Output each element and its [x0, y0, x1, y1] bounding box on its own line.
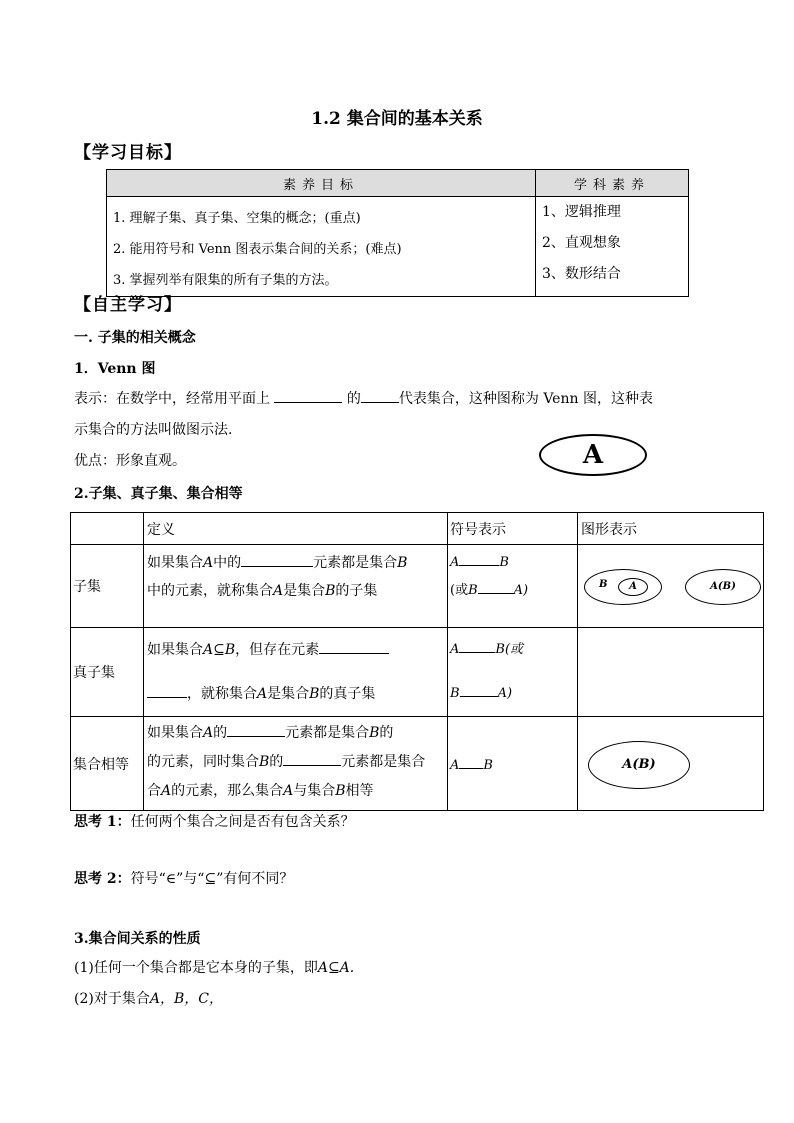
- fill-blank[interactable]: [459, 638, 495, 653]
- venn-outer-b: B A: [584, 569, 662, 605]
- row-figure-empty: [578, 628, 764, 717]
- prop2: (2)对于集合A，B，C，: [74, 991, 223, 1007]
- row-definition: 如果集合A的 元素都是集合B的 的元素，同时集合B的 元素都是集合 合A的元素，那么集合A与集合B相等: [144, 717, 448, 811]
- row-figure: [578, 545, 764, 628]
- literacy-item: 3、数形结合: [542, 266, 621, 282]
- row-symbol: A B(或 B A): [448, 628, 578, 717]
- literacy-header: 学科素养: [536, 170, 689, 197]
- header-symbol: 符号表示: [448, 513, 578, 545]
- fill-blank[interactable]: [478, 579, 514, 594]
- think2: 思考 2：符号“∈”与“⊆”有何不同？: [74, 871, 294, 887]
- venn-equal-ab: A(B): [588, 741, 690, 789]
- goal-item: 2. 能用符号和 Venn 图表示集合间的关系；(难点): [113, 242, 402, 257]
- think1: 思考 1：任何两个集合之间是否有包含关系？: [74, 814, 355, 830]
- venn-definition-cont: 示集合的方法叫做图示法.: [74, 422, 233, 438]
- venn-equal-ab: A(B): [685, 569, 761, 605]
- fill-blank[interactable]: [459, 551, 499, 566]
- row-name: 集合相等: [71, 717, 144, 811]
- row-symbol: A B: [448, 717, 578, 811]
- row-symbol: A B (或B A): [448, 545, 578, 628]
- section-self-heading: 【自主学习】: [74, 295, 182, 315]
- fill-blank[interactable]: [460, 682, 498, 697]
- page-title: 1.2 集合间的基本关系: [311, 109, 483, 129]
- fill-blank[interactable]: [361, 388, 399, 403]
- goal-item: 1. 理解子集、真子集、空集的概念；(重点): [113, 211, 361, 226]
- prop1: (1)任何一个集合都是它本身的子集，即A⊆A.: [74, 960, 355, 976]
- header-definition: 定义: [144, 513, 448, 545]
- sub2-title: 2.子集、真子集、集合相等: [74, 486, 243, 502]
- row-definition: 如果集合A⊆B，但存在元素 ，就称集合A是集合B的真子集: [144, 628, 448, 717]
- header-figure: 图形表示: [578, 513, 764, 545]
- part1-title: 一. 子集的相关概念: [74, 330, 196, 346]
- fill-blank[interactable]: [319, 639, 389, 654]
- venn-definition: 表示：在数学中，经常用平面上 的 代表集合，这种图称为 Venn 图，这种表: [74, 388, 734, 409]
- table-row: [71, 628, 764, 717]
- sub3-title: 3.集合间关系的性质: [74, 931, 201, 947]
- relations-table: [70, 512, 764, 811]
- fill-blank[interactable]: [241, 552, 313, 567]
- fill-blank[interactable]: [274, 388, 342, 403]
- section-goals-heading: 【学习目标】: [74, 143, 182, 163]
- venn-merit: 优点：形象直观。: [74, 453, 186, 469]
- table-row: [71, 717, 764, 811]
- row-name: 子集: [71, 545, 144, 628]
- table-row: [71, 545, 764, 628]
- fill-blank[interactable]: [227, 722, 285, 737]
- venn-inner-a: A: [618, 578, 648, 596]
- row-figure: [578, 717, 764, 811]
- venn-diagram-a: A: [539, 434, 647, 476]
- row-definition: 如果集合A中的 元素都是集合B 中的元素，就称集合A是集合B的子集: [144, 545, 448, 628]
- row-name: 真子集: [71, 628, 144, 717]
- fill-blank[interactable]: [459, 754, 483, 769]
- fill-blank[interactable]: [147, 683, 187, 698]
- fill-blank[interactable]: [283, 751, 341, 766]
- venn-title: 1．Venn 图: [74, 361, 156, 377]
- literacy-list: [536, 197, 689, 297]
- literacy-item: 1、逻辑推理: [542, 204, 621, 220]
- goals-table: [106, 169, 689, 297]
- goals-header: 素养目标: [107, 170, 536, 197]
- goal-item: 3. 掌握列举有限集的所有子集的方法。: [113, 273, 338, 288]
- goals-list: [107, 197, 536, 297]
- literacy-item: 2、直观想象: [542, 235, 621, 251]
